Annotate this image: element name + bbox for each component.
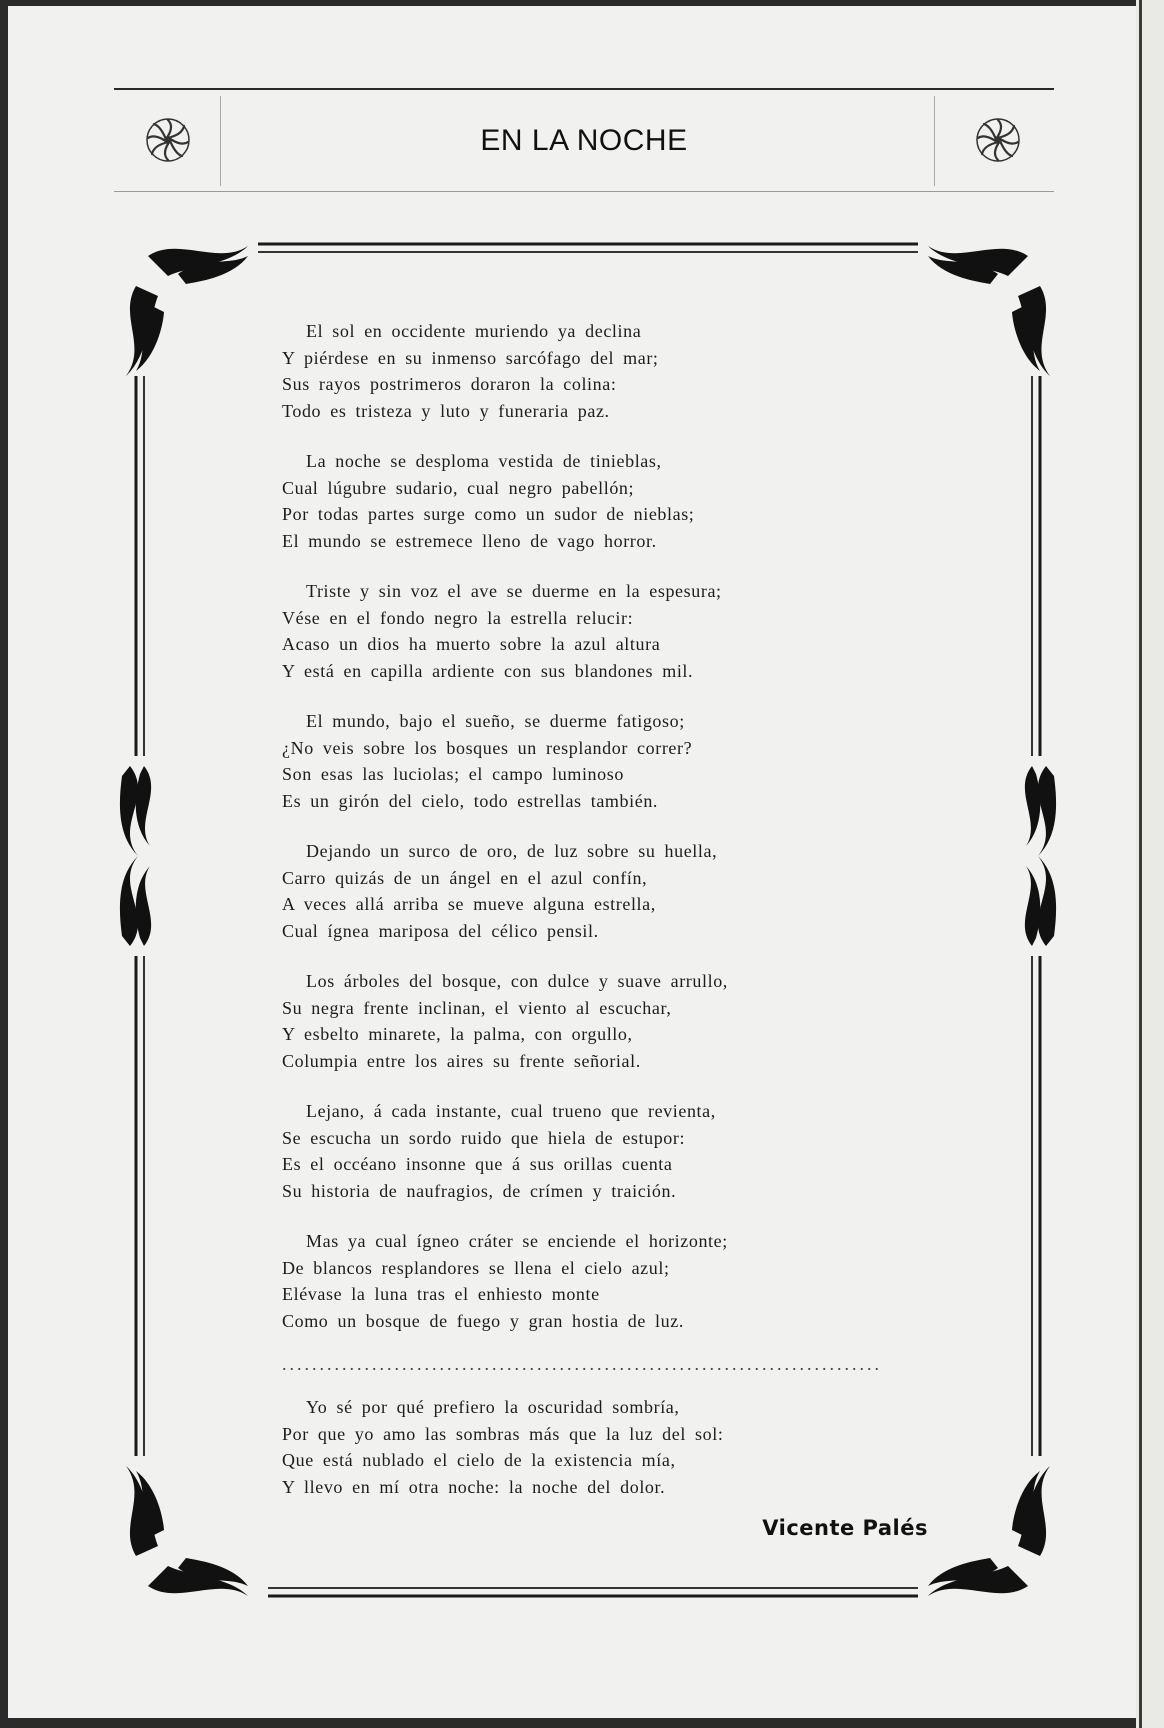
- verse-line: El sol en occidente muriendo ya declina: [306, 321, 642, 341]
- verse-line: Columpia entre los aires su frente señorial.: [282, 1050, 641, 1071]
- stanza: [282, 708, 902, 814]
- verse-line: Lejano, á cada instante, cual trueno que revienta,: [306, 1101, 716, 1121]
- verse-line: Carro quizás de un ángel en el azul confín,: [282, 867, 648, 888]
- verse-line: Mas ya cual ígneo cráter se enciende el horizonte;: [306, 1231, 728, 1251]
- verse-line: Yo sé por qué prefiero la oscuridad sombría,: [306, 1397, 680, 1417]
- stanza: [282, 1098, 902, 1204]
- verse-line: Su historia de naufragios, de crímen y traición.: [282, 1180, 677, 1201]
- verse-line: Son esas las luciolas; el campo luminoso: [282, 764, 624, 784]
- verse-line: Por que yo amo las sombras más que la luz del sol:: [282, 1423, 724, 1444]
- verse-line: Los árboles del bosque, con dulce y suave arrullo,: [306, 971, 728, 991]
- stanza: [282, 448, 902, 554]
- verse-line: Y piérdese en su inmenso sarcófago del mar;: [282, 347, 659, 368]
- verse-line: Dejando un surco de oro, de luz sobre su huella,: [306, 841, 718, 861]
- verse-line: Triste y sin voz el ave se duerme en la espesura;: [306, 581, 722, 601]
- verse-line: Y está en capilla ardiente con sus blandones mil.: [282, 660, 694, 681]
- verse-line: Es un girón del cielo, todo estrellas también.: [282, 790, 659, 811]
- verse-line: Sus rayos postrimeros doraron la colina:: [282, 374, 617, 394]
- stanza: [282, 318, 902, 424]
- verse-line: El mundo se estremece lleno de vago horror.: [282, 530, 657, 551]
- verse-line: Cual lúgubre sudario, cual negro pabellón;: [282, 477, 635, 498]
- binding-edge: [1136, 0, 1164, 1728]
- verse-line: Como un bosque de fuego y gran hostia de luz.: [282, 1310, 684, 1331]
- verse-line: Cual ígnea mariposa del célico pensil.: [282, 920, 599, 941]
- verse-line: ¿No veis sobre los bosques un resplandor correr?: [282, 737, 693, 758]
- verse-line: Por todas partes surge como un sudor de nieblas;: [282, 504, 695, 524]
- stanza: [282, 578, 902, 684]
- page-title: EN LA NOCHE: [480, 124, 688, 157]
- header-top-rule: [114, 88, 1054, 90]
- page: [8, 6, 1136, 1718]
- verse-line: Su negra frente inclinan, el viento al escuchar,: [282, 997, 672, 1018]
- verse-line: De blancos resplandores se llena el cielo azul;: [282, 1257, 670, 1278]
- verse-line: Vése en el fondo negro la estrella relucir:: [282, 607, 634, 628]
- verse-line: Es el occéano insonne que á sus orillas cuenta: [282, 1154, 673, 1174]
- verse-line: A veces allá arriba se mueve alguna estrella,: [282, 894, 656, 914]
- author-signature: Vicente Palés: [762, 1516, 928, 1540]
- final-stanza: [282, 1394, 902, 1500]
- dotted-separator: ................................................................................: [282, 1354, 882, 1374]
- verse-line: Y llevo en mí otra noche: la noche del dolor.: [282, 1476, 666, 1497]
- verse-line: Y esbelto minarete, la palma, con orgullo,: [282, 1024, 633, 1044]
- header-bottom-rule: [114, 191, 1054, 192]
- verse-line: Se escucha un sordo ruido que hiela de estupor:: [282, 1127, 686, 1148]
- verse-line: Que está nublado el cielo de la existencia mía,: [282, 1450, 676, 1470]
- verse-line: El mundo, bajo el sueño, se duerme fatigoso;: [306, 711, 685, 731]
- verse-line: Todo es tristeza y luto y funeraria paz.: [282, 400, 610, 421]
- header-banner: [114, 88, 1054, 192]
- stanza: [282, 1228, 902, 1334]
- verse-line: Acaso un dios ha muerto sobre la azul altura: [282, 634, 661, 654]
- verse-line: Elévase la luna tras el enhiesto monte: [282, 1284, 600, 1304]
- stanza: [282, 838, 902, 944]
- poem-body: [282, 318, 902, 1524]
- stanza: [282, 968, 902, 1074]
- binding-edge-line: [1139, 0, 1142, 1728]
- verse-line: La noche se desploma vestida de tinieblas,: [306, 451, 662, 471]
